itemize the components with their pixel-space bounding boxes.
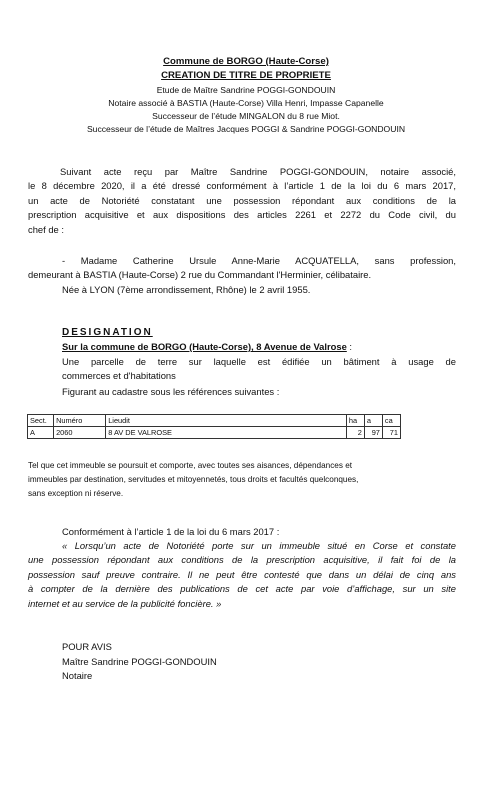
intro-line-2: le 8 décembre 2020, il a été dressé conformément à l’article 1 de la loi du 6 mars 2017, <box>28 180 456 191</box>
header-notaire: Notaire associé à BASTIA (Haute-Corse) Villa Henri, Impasse Capanelle <box>108 98 384 108</box>
owner-line-2: demeurant à BASTIA (Haute-Corse) 2 rue du Commandant l'Herminier, célibataire. <box>28 269 372 280</box>
conditions-line-3: sans exception ni réserve. <box>28 489 124 498</box>
conditions-line-1: Tel que cet immeuble se poursuit et comporte, avec toutes ses aisances, dépendances et <box>28 461 353 470</box>
signature-name: Maître Sandrine POGGI-GONDOUIN <box>62 656 217 667</box>
cadastre-header-lieudit: Lieudit <box>106 415 347 427</box>
cadastre-header-row <box>28 415 401 427</box>
cadastre-header-numero: Numéro <box>54 415 106 427</box>
cadastre-cell-lieudit: 8 AV DE VALROSE <box>106 427 347 439</box>
intro-line-3: un acte de Notoriété constatant une possession répondant aux conditions de la <box>28 195 456 206</box>
article-quote-3: possession sauf preuve contraire. Il ne peut être contesté que dans un délai de cinq ans <box>28 569 456 580</box>
header-successeur-1: Successeur de l’étude MINGALON du 8 rue Miot. <box>152 111 340 121</box>
cadastre-header-a: a <box>364 415 382 427</box>
owner-line-3: Née à LYON (7ème arrondissement, Rhône) le 2 avril 1955. <box>62 284 311 295</box>
header-commune: Commune de BORGO (Haute-Corse) <box>163 56 329 67</box>
designation-subtitle-wrap <box>62 340 352 353</box>
cadastre-header-ha: ha <box>346 415 364 427</box>
intro-line-4: prescription acquisitive et aux dispositions des articles 2261 et 2272 du Code civil, du <box>28 209 456 220</box>
intro-line-1: Suivant acte reçu par Maître Sandrine POGGI-GONDOUIN, notaire associé, <box>60 166 456 177</box>
header-etude: Etude de Maître Sandrine POGGI-GONDOUIN <box>156 85 336 95</box>
cadastre-header-ca: ca <box>382 415 400 427</box>
intro-line-5: chef de : <box>28 224 64 235</box>
designation-title: DESIGNATION <box>62 327 153 338</box>
cadastre-cell-sect: A <box>28 427 54 439</box>
header-successeur-2: Successeur de l’étude de Maîtres Jacques POGGI & Sandrine POGGI-GONDOUIN <box>86 124 406 134</box>
article-quote-2: une possession répondant aux conditions de la prescription acquisitive, il fait foi de la <box>28 554 456 565</box>
cadastre-header-sect: Sect. <box>28 415 54 427</box>
conditions-line-2: immeubles par destination, servitudes et mitoyennetés, tous droits et facultés quelconques, <box>28 475 359 484</box>
cadastre-table <box>27 414 401 439</box>
table-row <box>28 427 401 439</box>
designation-subtitle-suffix: : <box>346 341 353 352</box>
cadastre-cell-ca: 71 <box>382 427 400 439</box>
signature-pour-avis: POUR AVIS <box>62 641 112 652</box>
designation-line-3: Figurant au cadastre sous les références suivantes : <box>62 386 280 397</box>
signature-title: Notaire <box>62 670 93 681</box>
article-intro: Conformément à l’article 1 de la loi du 6 mars 2017 : <box>62 526 280 537</box>
article-quote-5: internet et au service de la publicité foncière. » <box>28 598 222 609</box>
designation-line-1: Une parcelle de terre sur laquelle est édifiée un bâtiment à usage de <box>62 356 456 367</box>
header-title: CREATION DE TITRE DE PROPRIETE <box>161 70 331 81</box>
designation-line-2: commerces et d'habitations <box>62 370 176 381</box>
article-quote-4: à compter de la dernière des publications de cet acte par voie d’affichage, sur un site <box>28 583 456 594</box>
article-quote-1: « Lorsqu’un acte de Notoriété porte sur un immeuble situé en Corse et constate <box>62 540 456 551</box>
cadastre-cell-a: 97 <box>364 427 382 439</box>
cadastre-cell-ha: 2 <box>346 427 364 439</box>
owner-line-1: - Madame Catherine Ursule Anne-Marie ACQUATELLA, sans profession, <box>62 255 456 266</box>
designation-subtitle: Sur la commune de BORGO (Haute-Corse), 8 Avenue de Valrose <box>62 341 347 352</box>
cadastre-cell-numero: 2060 <box>54 427 106 439</box>
